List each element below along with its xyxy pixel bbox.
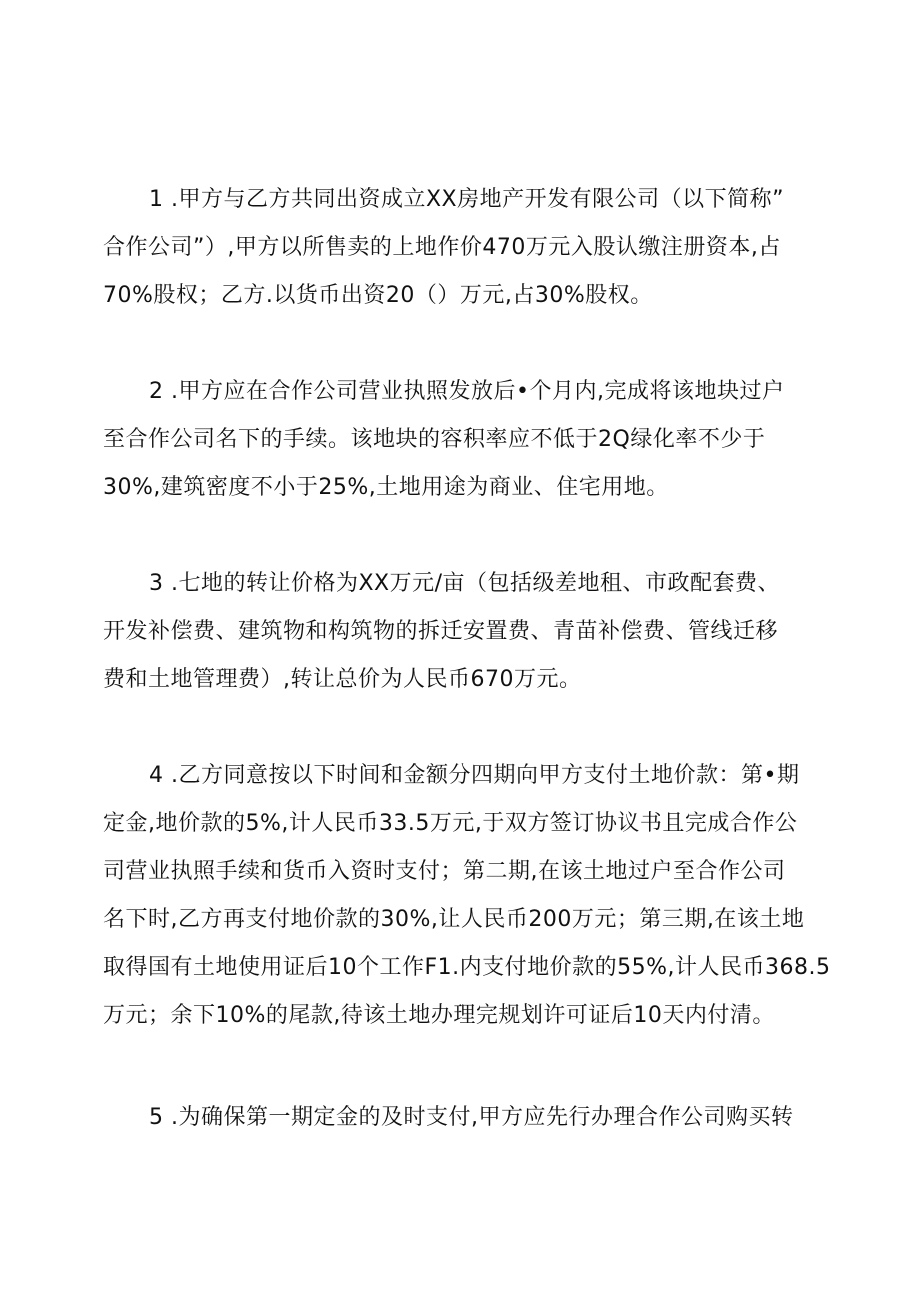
clause-1 <box>103 176 823 320</box>
clause-4-line-6: 万元；余下10%的尾款,待该土地办理完规划许可证后10天内付清。 <box>103 1003 775 1028</box>
clause-2-line-2: 至合作公司名下的手续。该地块的容积率应不低于2Q绿化率不少于 <box>103 427 766 452</box>
clause-2-line-3: 30%,建筑密度不小于25%,土地用途为商业、住宅用地。 <box>103 475 669 500</box>
clause-1-line-3: 70%股权；乙方.以货币出资20（）万元,占30%股权。 <box>103 283 653 308</box>
clause-2-line-1: 2 .甲方应在合作公司营业执照发放后•个月内,完成将该地块过户 <box>149 379 785 404</box>
clause-1-line-2: 合作公司”）,甲方以所售卖的上地作价470万元入股认缴注册资本,占 <box>103 235 781 260</box>
clause-4-line-4: 名下时,乙方再支付地价款的30%,让人民币200万元；第三期,在该土地 <box>103 907 805 932</box>
clause-2 <box>103 368 823 512</box>
clause-4-line-5: 取得国有土地使用证后10个工作F1.内支付地价款的55%,计人民币368.5 <box>103 955 831 980</box>
clause-3 <box>103 560 823 704</box>
clause-3-line-2: 开发补偿费、建筑物和构筑物的拆迁安置费、青苗补偿费、管线迁移 <box>103 619 779 644</box>
clause-3-line-3: 费和土地管理费）,转让总价为人民币670万元。 <box>103 667 582 692</box>
clause-4 <box>103 752 831 1040</box>
clause-5-line-1: 5 .为确保第一期定金的及时支付,甲方应先行办理合作公司购买转 <box>149 1105 794 1130</box>
clause-1-line-1: 1 .甲方与乙方共同出资成立XX房地产开发有限公司（以下简称” <box>149 187 785 212</box>
clause-3-line-1: 3 .七地的转让价格为XX万元/亩（包括级差地租、市政配套费、 <box>149 571 781 596</box>
clause-4-line-1: 4 .乙方同意按以下时间和金额分四期向甲方支付土地价款：第•期 <box>149 763 800 788</box>
clause-4-line-2: 定金,地价款的5%,计人民币33.5万元,于双方签订协议书且完成合作公 <box>103 811 798 836</box>
clause-4-line-3: 司营业执照手续和货币入资时支付；第二期,在该土地过户至合作公司 <box>103 859 786 884</box>
clause-5 <box>103 1094 823 1142</box>
